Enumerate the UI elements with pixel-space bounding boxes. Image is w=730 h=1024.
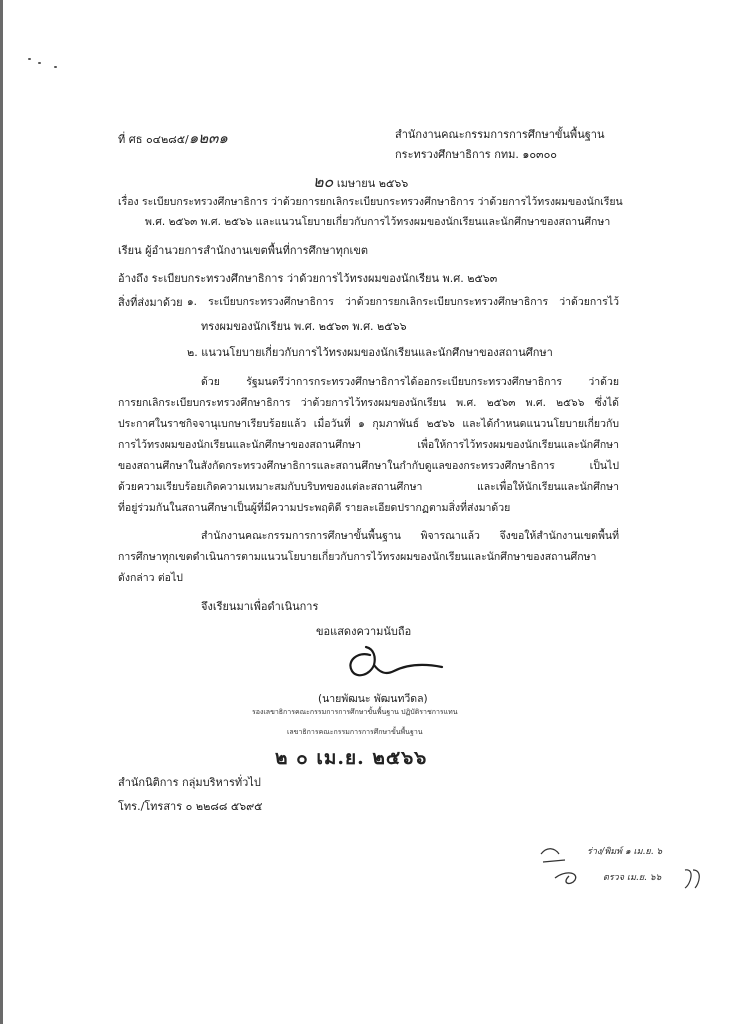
body-para1-line: การยกเลิกระเบียบกระทรวงศึกษาธิการ ว่าด้วยการไว้ทรงผมของนักเรียน พ.ศ. ๒๕๖๓ พ.ศ. ๒๕๖๖ ซึ่งได้	[118, 397, 619, 409]
letter-date	[313, 170, 408, 195]
enclosure-item-1-line-1: ๑. ระเบียบกระทรวงศึกษาธิการ ว่าด้วยการยกเลิกระเบียบกระทรวงศึกษาธิการ ว่าด้วยการไว้	[187, 296, 619, 308]
subject-line-2: พ.ศ. ๒๕๖๓ พ.ศ. ๒๕๖๖ และแนวนโยบายเกี่ยวกับการไว้ทรงผมของนักเรียนและนักศึกษาของสถานศึกษา	[145, 216, 611, 228]
received-date-stamp: ๒ ๐ เม.ย. ๒๕๖๖	[275, 747, 428, 769]
initials-box	[535, 840, 705, 896]
date-month-year: เมษายน ๒๕๖๖	[336, 177, 409, 190]
body-para1-line: ด้วย รัฐมนตรีว่าการกระทรวงศึกษาธิการได้ออกระเบียบกระทรวงศึกษาธิการ ว่าด้วย	[201, 376, 619, 388]
scan-speck	[28, 58, 31, 60]
initials-drafted: ร่าง/พิมพ์ ๑ เม.ย. ๖	[587, 847, 663, 857]
scan-speck	[38, 62, 41, 64]
scan-speck	[54, 66, 57, 68]
agency-address: กระทรวงศึกษาธิการ กทม. ๑๐๓๐๐	[395, 148, 558, 161]
reference-number	[118, 126, 228, 150]
body-para2-line: การศึกษาทุกเขตดำเนินการตามแนวนโยบายเกี่ยวกับการไว้ทรงผมของนักเรียนและนักศึกษาของสถานศึกษา	[118, 551, 597, 563]
enclosure-item-2: ๒. แนวนโยบายเกี่ยวกับการไว้ทรงผมของนักเรียนและนักศึกษาของสถานศึกษา	[187, 346, 553, 359]
reference: อ้างถึง ระเบียบกระทรวงศึกษาธิการ ว่าด้วยการไว้ทรงผมของนักเรียน พ.ศ. ๒๕๖๓	[118, 272, 498, 285]
signatory-title-line-1: รองเลขาธิการคณะกรรมการการศึกษาขั้นพื้นฐาน ปฏิบัติราชการแทน	[252, 708, 458, 716]
recipient: เรียน ผู้อำนวยการสำนักงานเขตพื้นที่การศึกษาทุกเขต	[118, 244, 368, 257]
body-para1-line: ของสถานศึกษาในสังกัดกระทรวงศึกษาธิการและสถานศึกษาในกำกับดูแลของกระทรวงศึกษาธิการ เป็นไป	[118, 460, 619, 472]
handwritten-signature	[330, 643, 460, 689]
enclosure-label: สิ่งที่ส่งมาด้วย	[118, 296, 183, 309]
closing-request: จึงเรียนมาเพื่อดำเนินการ	[201, 600, 319, 613]
issuing-office: สำนักนิติการ กลุ่มบริหารทั่วไป	[118, 776, 261, 789]
contact-phone: โทร./โทรสาร ๐ ๒๒๘๘ ๕๖๙๕	[118, 800, 263, 813]
body-para1-line: การไว้ทรงผมของนักเรียนและนักศึกษาของสถานศึกษา เพื่อให้การไว้ทรงผมของนักเรียนและนักศึกษา	[118, 439, 619, 451]
reference-number-prefix: ที่ ศธ ๐๔๒๘๕/	[118, 133, 189, 146]
handwritten-reference-number: ๑๒๓๑	[188, 129, 228, 147]
scan-edge	[0, 0, 3, 1024]
body-para1-line: ที่อยู่ร่วมกันในสถานศึกษาเป็นผู้ที่มีความประพฤติดี รายละเอียดปรากฏตามสิ่งที่ส่งมาด้วย	[118, 502, 511, 514]
body-para2-line: สำนักงานคณะกรรมการการศึกษาขั้นพื้นฐาน พิจารณาแล้ว จึงขอให้สำนักงานเขตพื้นที่	[201, 530, 619, 542]
signatory-name: (นายพัฒนะ พัฒนทวีดล)	[318, 693, 428, 705]
initials-checked: ตรวจ เม.ย. ๖๖	[603, 873, 662, 883]
subject-line-1: เรื่อง ระเบียบกระทรวงศึกษาธิการ ว่าด้วยการยกเลิกระเบียบกระทรวงศึกษาธิการ ว่าด้วยการไว้ทรงผมของนักเรียน	[118, 196, 623, 208]
handwritten-date-day: ๒๐	[313, 172, 334, 191]
enclosure-item-1-line-2: ทรงผมของนักเรียน พ.ศ. ๒๕๖๓ พ.ศ. ๒๕๖๖	[201, 320, 407, 333]
body-para1-line: ประกาศในราชกิจจานุเบกษาเรียบร้อยแล้ว เมื่อวันที่ ๑ กุมภาพันธ์ ๒๕๖๖ และได้กำหนดแนวนโยบายเกี่ยวกับ	[118, 418, 619, 430]
complimentary-close: ขอแสดงความนับถือ	[316, 625, 412, 638]
signatory-title-line-2: เลขาธิการคณะกรรมการการศึกษาขั้นพื้นฐาน	[287, 728, 423, 736]
body-para1-line: ด้วยความเรียบร้อยเกิดความเหมาะสมกับบริบทของแต่ละสถานศึกษา และเพื่อให้นักเรียนและนักศึกษา	[118, 481, 619, 493]
body-para2-line: ดังกล่าว ต่อไป	[118, 572, 183, 584]
agency-name: สำนักงานคณะกรรมการการศึกษาขั้นพื้นฐาน	[395, 128, 605, 141]
